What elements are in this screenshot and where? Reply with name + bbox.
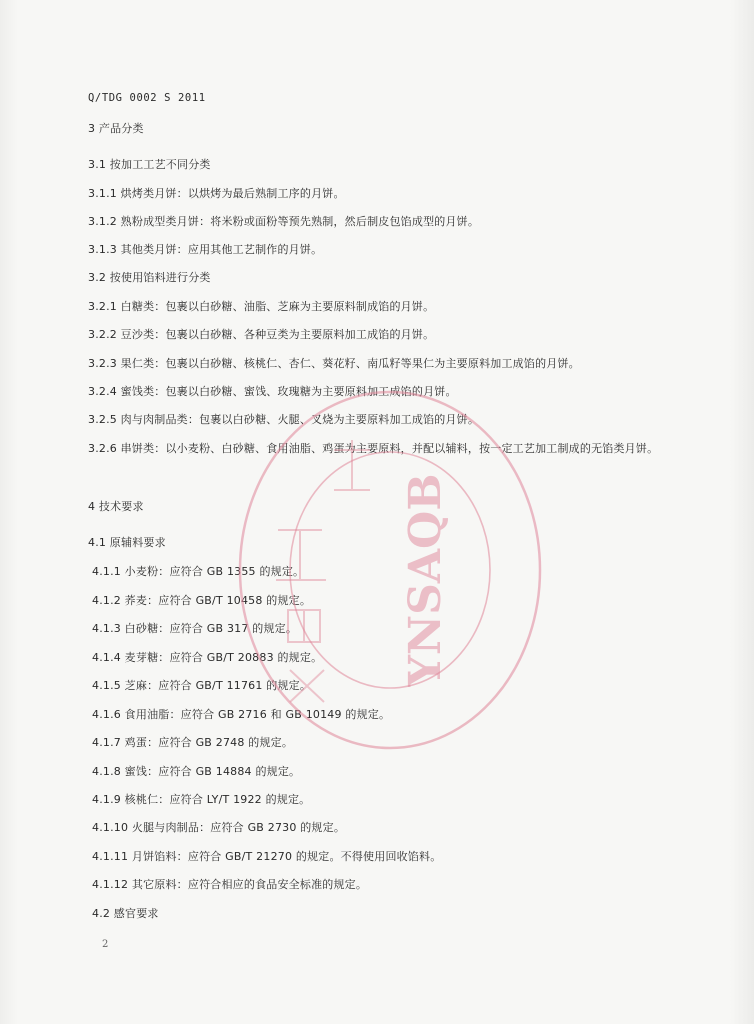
page-number: 2 [102,939,109,950]
subsection-heading: 3.1 按加工工艺不同分类 [88,158,211,171]
clause-text: 4.1.2 荞麦：应符合 GB/T 10458 的规定。 [92,594,312,607]
clause-text: 4.1.10 火腿与肉制品：应符合 GB 2730 的规定。 [92,821,346,834]
clause-text: 3.2.6 串饼类：以小麦粉、白砂糖、食用油脂、鸡蛋为主要原料，并配以辅料，按一定工艺加工制成的无馅类月饼。 [88,442,659,455]
clause-text: 3.2.4 蜜饯类：包裹以白砂糖、蜜饯、玫瑰糖为主要原料加工成馅的月饼。 [88,385,457,398]
clause-text: 3.2.1 白糖类：包裹以白砂糖、油脂、芝麻为主要原料制成馅的月饼。 [88,300,435,313]
clause-text: 4.1.11 月饼馅料：应符合 GB/T 21270 的规定。不得使用回收馅料。 [92,850,442,863]
clause-text: 4.1.4 麦芽糖：应符合 GB/T 20883 的规定。 [92,651,323,664]
subsection-heading: 4.2 感官要求 [92,907,159,920]
section-heading: 3 产品分类 [88,122,144,135]
clause-text: 4.1.5 芝麻：应符合 GB/T 11761 的规定。 [92,679,312,692]
svg-text:YNSAQB: YNSAQB [400,473,451,687]
section-heading: 4 技术要求 [88,500,144,513]
clause-text: 3.2.2 豆沙类：包裹以白砂糖、各种豆类为主要原料加工成馅的月饼。 [88,328,435,341]
clause-text: 4.1.7 鸡蛋：应符合 GB 2748 的规定。 [92,736,294,749]
clause-text: 3.2.5 肉与肉制品类：包裹以白砂糖、火腿、叉烧为主要原料加工成馅的月饼。 [88,413,480,426]
subsection-heading: 3.2 按使用馅料进行分类 [88,271,211,284]
clause-text: 4.1.6 食用油脂：应符合 GB 2716 和 GB 10149 的规定。 [92,708,391,721]
clause-text: 3.1.3 其他类月饼：应用其他工艺制作的月饼。 [88,243,323,256]
clause-text: 4.1.12 其它原料：应符合相应的食品安全标准的规定。 [92,878,368,891]
clause-text: 3.1.1 烘烤类月饼：以烘烤为最后熟制工序的月饼。 [88,187,345,200]
subsection-heading: 4.1 原辅料要求 [88,536,166,549]
clause-text: 3.1.2 熟粉成型类月饼：将米粉或面粉等预先熟制，然后制皮包馅成型的月饼。 [88,215,480,228]
clause-text: 4.1.8 蜜饯：应符合 GB 14884 的规定。 [92,765,301,778]
clause-text: 4.1.1 小麦粉：应符合 GB 1355 的规定。 [92,565,305,578]
document-code: Q/TDG 0002 S 2011 [88,92,206,104]
clause-text: 3.2.3 果仁类：包裹以白砂糖、核桃仁、杏仁、葵花籽、南瓜籽等果仁为主要原料加工成馅的月饼。 [88,357,580,370]
clause-text: 4.1.9 核桃仁：应符合 LY/T 1922 的规定。 [92,793,311,806]
clause-text: 4.1.3 白砂糖：应符合 GB 317 的规定。 [92,622,298,635]
